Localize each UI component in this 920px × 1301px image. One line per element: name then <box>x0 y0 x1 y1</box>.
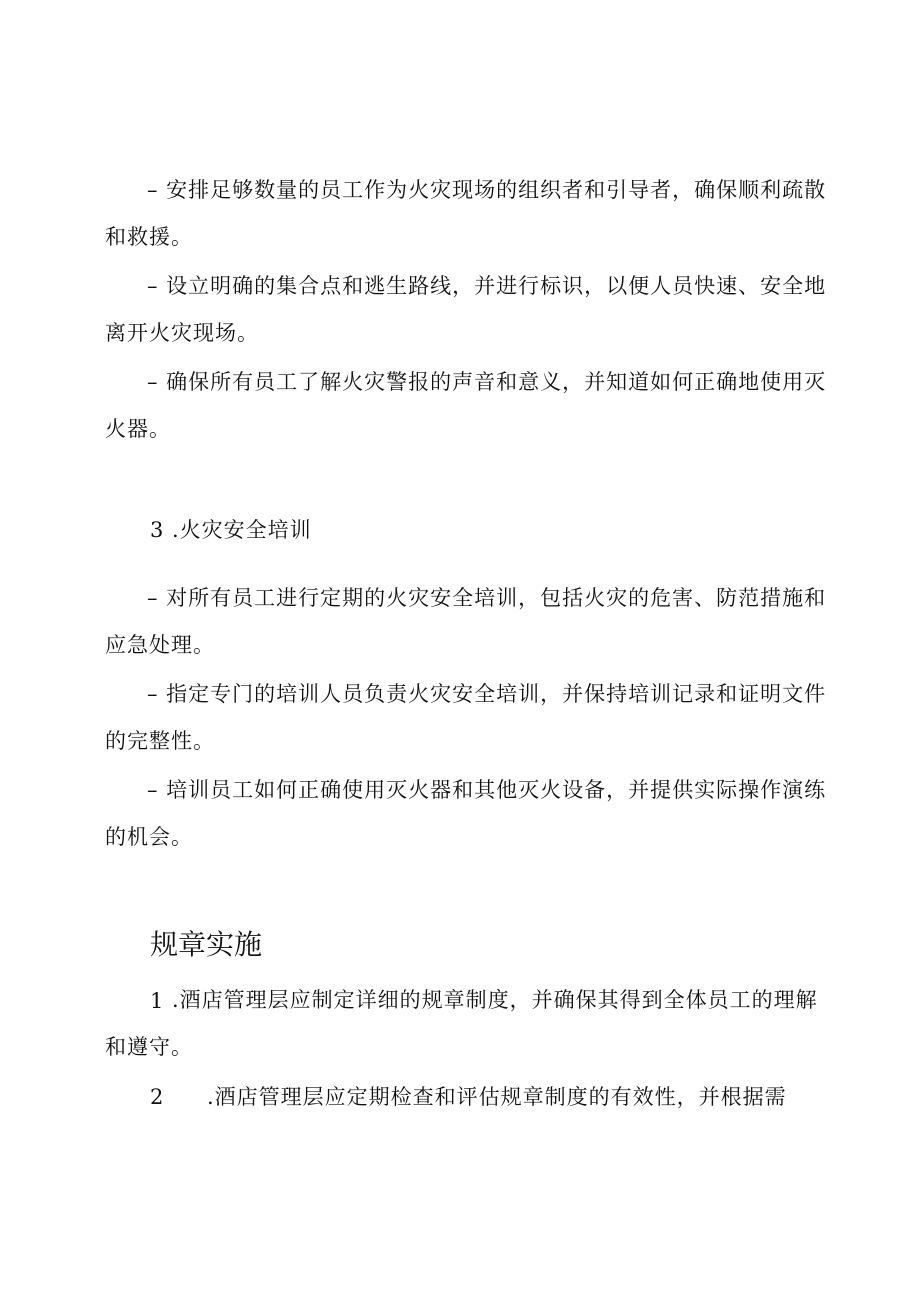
fire-alarm-item: – 确保所有员工了解火灾警报的声音和意义，并知道如何正确地使用灭火器。 <box>105 370 827 441</box>
implementation-item-2-number: 2 <box>150 1085 165 1109</box>
fire-organizer-item: – 安排足够数量的员工作为火灾现场的组织者和引导者，确保顺利疏散和救援。 <box>105 178 827 249</box>
extinguisher-training-item: – 培训员工如何正确使用灭火器和其他灭火设备，并提供实际操作演练的机会。 <box>105 778 827 849</box>
assembly-point-item: – 设立明确的集合点和逃生路线，并进行标识，以便人员快速、安全地离开火灾现场。 <box>105 274 827 345</box>
training-section-title: .火灾安全培训 <box>172 518 312 542</box>
training-section-number: 3 <box>150 518 165 542</box>
trainer-assignment-item: – 指定专门的培训人员负责火灾安全培训，并保持培训记录和证明文件的完整性。 <box>105 682 827 753</box>
implementation-item-1-text: .酒店管理层应制定详细的规章制度，并确保其得到全体员工的理解和遵守。 <box>105 988 818 1059</box>
implementation-item-2-text: .酒店管理层应定期检查和评估规章制度的有效性，并根据需 <box>207 1085 787 1109</box>
implementation-item-1-number: 1 <box>150 989 165 1013</box>
regular-training-item: – 对所有员工进行定期的火灾安全培训，包括火灾的危害、防范措施和应急处理。 <box>105 586 827 657</box>
implementation-heading: 规章实施 <box>150 928 263 961</box>
